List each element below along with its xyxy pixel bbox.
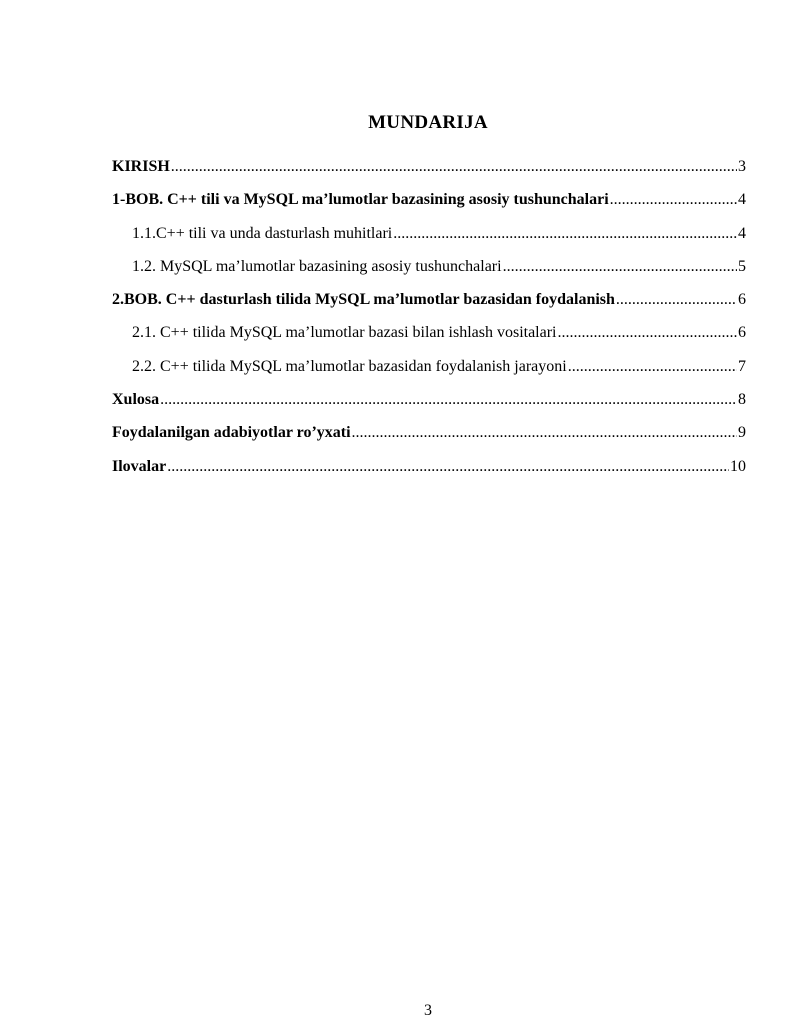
toc-entry-page: 5 <box>738 257 746 275</box>
toc-entry-page: 6 <box>738 324 746 342</box>
table-of-contents <box>112 158 746 491</box>
toc-entry-section-2-1[interactable] <box>112 324 746 357</box>
toc-entry-page: 4 <box>738 191 746 209</box>
toc-entry-references[interactable] <box>112 424 746 457</box>
toc-dot-leader <box>610 191 737 209</box>
page-title: MUNDARIJA <box>368 112 488 133</box>
toc-entry-label: KIRISH <box>112 158 170 175</box>
toc-entry-label: 1.1.C++ tili va unda dasturlash muhitlari <box>132 224 393 242</box>
toc-entry-page: 8 <box>738 391 746 409</box>
toc-dot-leader <box>393 225 737 243</box>
toc-dot-leader <box>503 258 737 276</box>
toc-dot-leader <box>167 458 729 476</box>
toc-entry-label: Foydalanilgan adabiyotlar ro’yxati <box>112 424 351 442</box>
toc-entry-page: 10 <box>730 457 746 475</box>
toc-dot-leader <box>616 291 737 309</box>
toc-dot-leader <box>171 158 737 176</box>
toc-entry-section-1-1[interactable] <box>112 225 746 258</box>
toc-entry-label: Ilovalar <box>112 457 167 475</box>
toc-entry-xulosa[interactable] <box>112 391 746 424</box>
toc-dot-leader <box>160 391 737 409</box>
toc-entry-kirish[interactable] <box>112 158 746 191</box>
toc-entry-chapter-2[interactable] <box>112 291 746 324</box>
toc-entry-label: Xulosa <box>112 391 160 409</box>
toc-entry-label: 1.2. MySQL ma’lumotlar bazasining asosiy tushunchalari <box>132 257 502 275</box>
toc-entry-page: 3 <box>738 158 746 175</box>
toc-entry-section-1-2[interactable] <box>112 258 746 291</box>
toc-dot-leader <box>558 324 738 342</box>
toc-entry-label: 1-BOB. C++ tili va MySQL ma’lumotlar bazasining asosiy tushunchalari <box>112 191 609 209</box>
toc-entry-chapter-1[interactable] <box>112 191 746 224</box>
toc-entry-ilovalar[interactable] <box>112 458 746 491</box>
toc-entry-page: 4 <box>738 224 746 242</box>
toc-entry-label: 2.BOB. C++ dasturlash tilida MySQL ma’lumotlar bazasidan foydalanish <box>112 291 615 309</box>
toc-entry-label: 2.2. C++ tilida MySQL ma’lumotlar bazasidan foydalanish jarayoni <box>132 357 567 375</box>
toc-entry-label: 2.1. C++ tilida MySQL ma’lumotlar bazasi bilan ishlash vositalari <box>132 324 557 342</box>
toc-entry-page: 9 <box>738 424 746 442</box>
toc-entry-page: 6 <box>738 291 746 309</box>
toc-entry-section-2-2[interactable] <box>112 358 746 391</box>
page-number: 3 <box>424 1002 432 1019</box>
toc-dot-leader <box>352 424 737 442</box>
toc-entry-page: 7 <box>738 357 746 375</box>
toc-dot-leader <box>568 358 737 376</box>
